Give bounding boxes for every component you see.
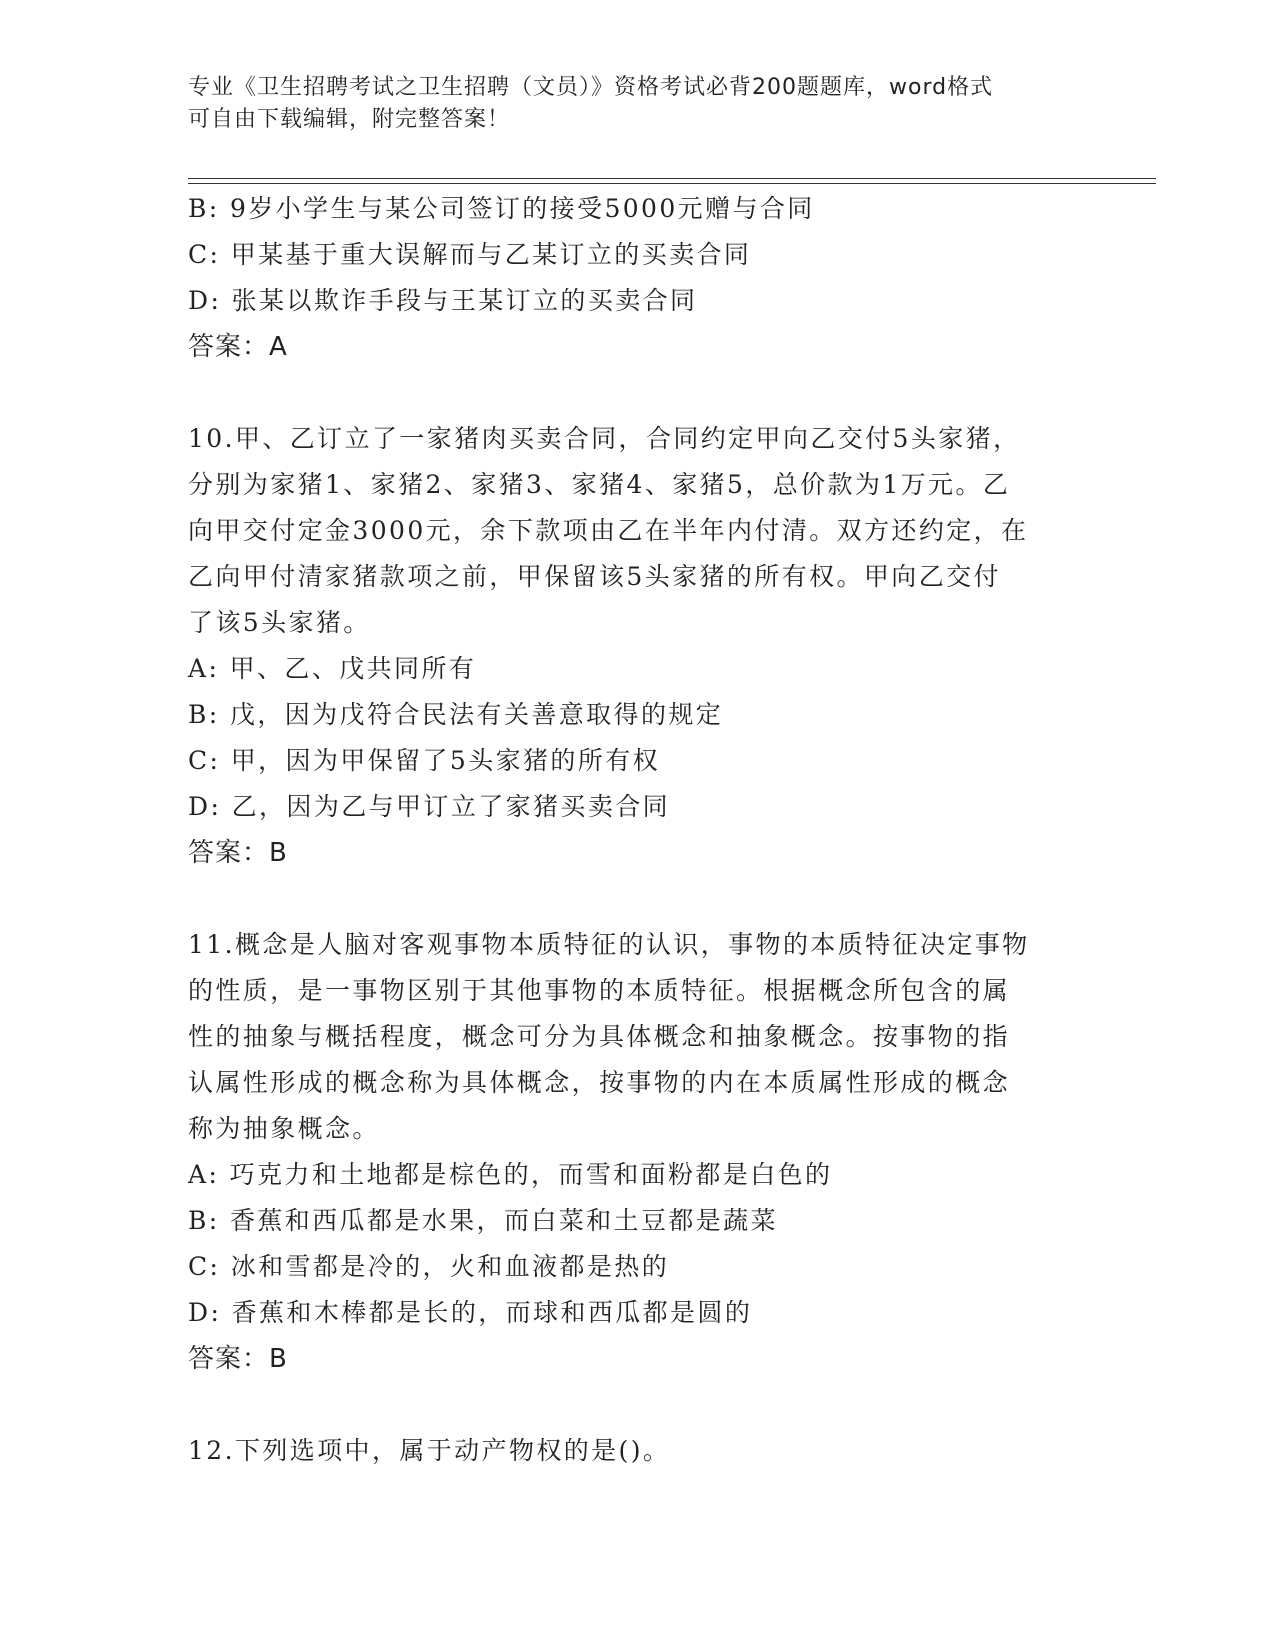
q10-stem-line: 乙向甲付清家猪款项之前，甲保留该5头家猪的所有权。甲向乙交付	[188, 562, 1001, 591]
q11-option-c: C: 冰和雪都是冷的，火和血液都是热的	[188, 1252, 670, 1281]
header-title-line-1: 专业《卫生招聘考试之卫生招聘（文员）》资格考试必背200题题库，word格式	[188, 75, 994, 100]
question-12	[188, 1428, 1118, 1474]
question-10	[188, 416, 1118, 876]
q10-option-a: A: 甲、乙、戊共同所有	[188, 654, 477, 683]
q9-option-b: B: 9岁小学生与某公司签订的接受5000元赠与合同	[188, 194, 815, 223]
q10-stem-line: 10.甲、乙订立了一家猪肉买卖合同，合同约定甲向乙交付5头家猪，	[188, 424, 1021, 453]
q11-stem-line: 的性质，是一事物区别于其他事物的本质特征。根据概念所包含的属	[188, 976, 1011, 1005]
q11-option-a: A: 巧克力和土地都是棕色的，而雪和面粉都是白色的	[188, 1160, 833, 1189]
q11-option-d: D: 香蕉和木棒都是长的，而球和西瓜都是圆的	[188, 1298, 753, 1327]
q11-answer: 答案：B	[188, 1344, 288, 1374]
header-divider-top	[188, 178, 1156, 179]
spacer	[188, 1382, 1118, 1428]
q9-answer: 答案：A	[188, 332, 288, 362]
question-11	[188, 922, 1118, 1382]
spacer	[188, 876, 1118, 922]
q11-stem-line: 11.概念是人脑对客观事物本质特征的认识，事物的本质特征决定事物	[188, 930, 1030, 959]
q12-stem: 12.下列选项中，属于动产物权的是()。	[188, 1436, 671, 1465]
question-body	[188, 186, 1118, 1474]
q10-option-c: C: 甲，因为甲保留了5头家猪的所有权	[188, 746, 661, 775]
spacer	[188, 370, 1118, 416]
document-header	[188, 72, 1068, 136]
q10-option-d: D: 乙，因为乙与甲订立了家猪买卖合同	[188, 792, 671, 821]
q10-option-b: B: 戊，因为戊符合民法有关善意取得的规定	[188, 700, 724, 729]
q10-stem-line: 了该5头家猪。	[188, 608, 371, 637]
question-9-tail	[188, 186, 1118, 370]
q11-stem-line: 认属性形成的概念称为具体概念，按事物的内在本质属性形成的概念	[188, 1068, 1011, 1097]
header-divider-bottom	[188, 183, 1156, 184]
q11-option-b: B: 香蕉和西瓜都是水果，而白菜和土豆都是蔬菜	[188, 1206, 778, 1235]
q11-stem-line: 称为抽象概念。	[188, 1114, 380, 1143]
q11-stem-line: 性的抽象与概括程度，概念可分为具体概念和抽象概念。按事物的指	[188, 1022, 1011, 1051]
q9-option-d: D: 张某以欺诈手段与王某订立的买卖合同	[188, 286, 698, 315]
q10-stem-line: 分别为家猪1、家猪2、家猪3、家猪4、家猪5，总价款为1万元。乙	[188, 470, 1011, 499]
q9-option-c: C: 甲某基于重大误解而与乙某订立的买卖合同	[188, 240, 752, 269]
q10-stem-line: 向甲交付定金3000元，余下款项由乙在半年内付清。双方还约定，在	[188, 516, 1029, 545]
q10-answer: 答案：B	[188, 838, 288, 868]
header-title-line-2: 可自由下载编辑，附完整答案！	[188, 107, 511, 132]
